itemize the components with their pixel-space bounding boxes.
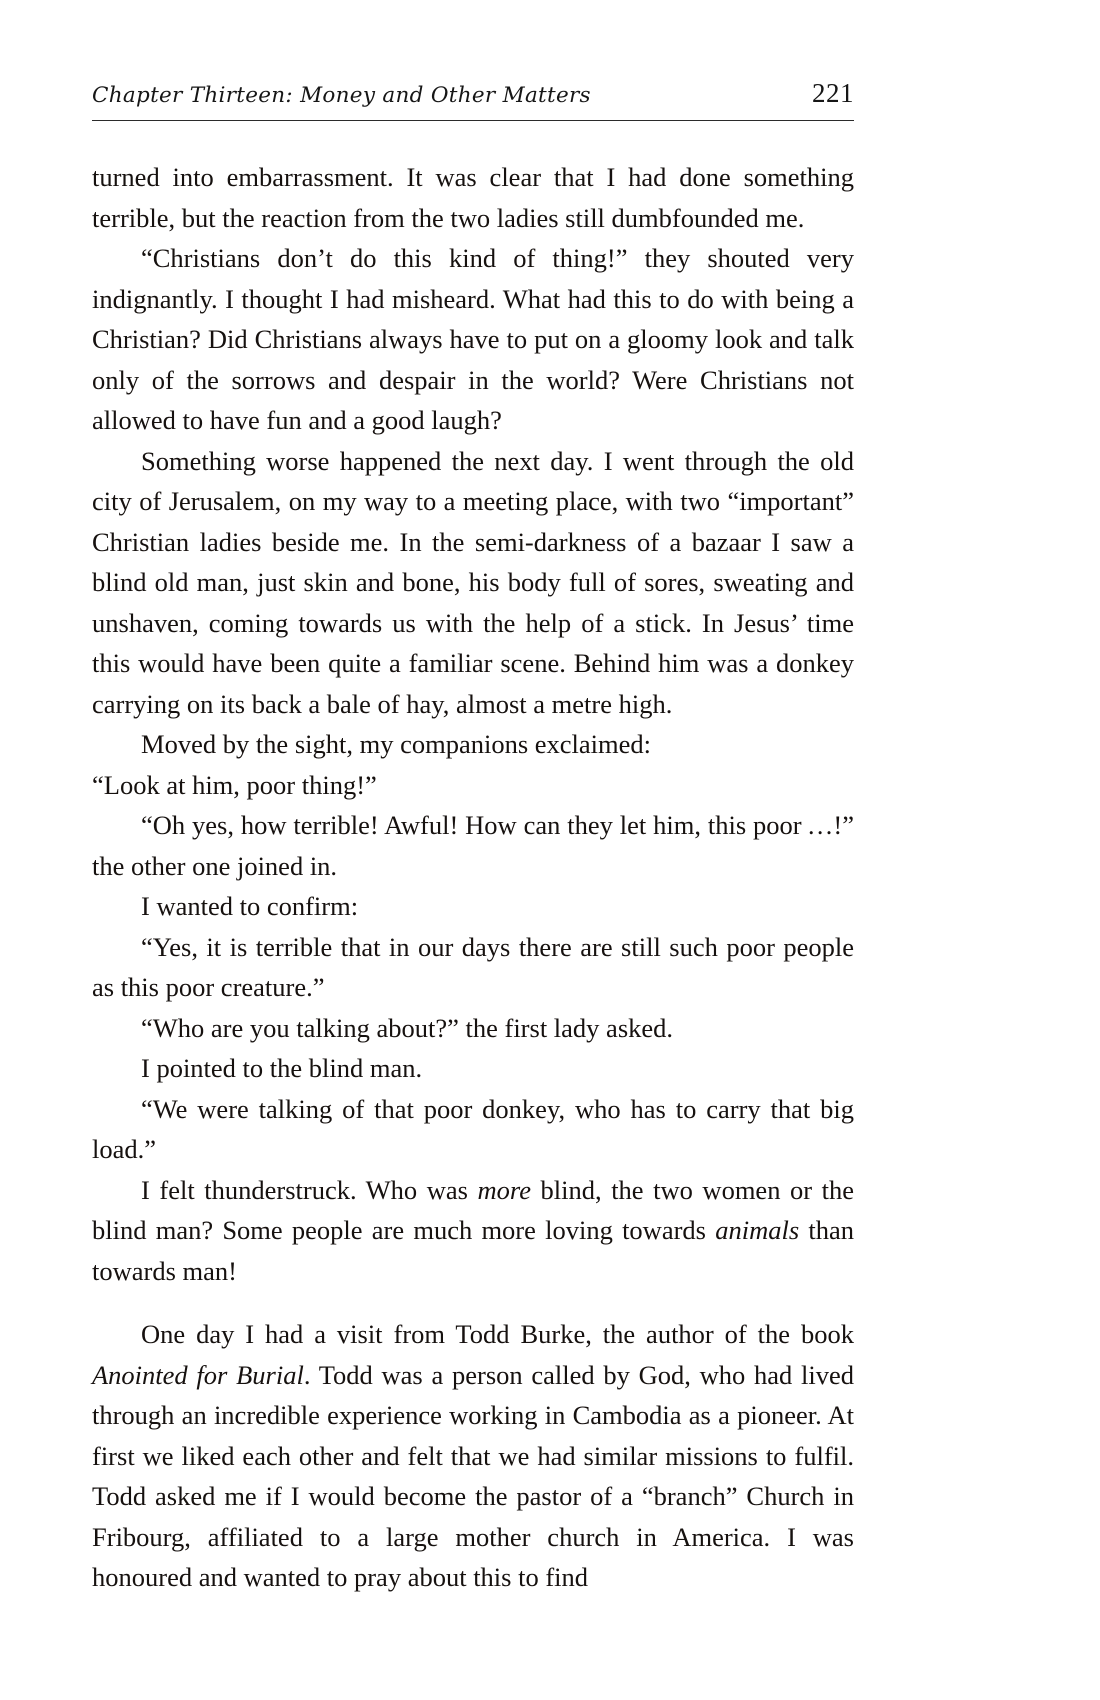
emphasis-text: more (477, 1174, 531, 1205)
body-paragraph: turned into embarrassment. It was clear that I had done something terrible, but the reaction from the two ladies still dumbfounded me. (92, 162, 854, 233)
body-paragraph: Moved by the sight, my companions exclaimed: (141, 729, 652, 759)
page-number: 221 (812, 78, 854, 108)
header-rule (92, 120, 854, 121)
body-paragraph: I wanted to confirm: (141, 891, 359, 921)
running-head: Chapter Thirteen: Money and Other Matters (92, 83, 591, 108)
body-paragraph: “We were talking of that poor donkey, who has to carry that big load.” (92, 1093, 854, 1164)
body-paragraph: One day I had a visit from Todd Burke, the author of the book Anointed for Burial. Todd was a person called by God, who had lived through an incredible experience working in Cambodia as a pioneer. At first we liked each other and felt that we had similar missions to fulfil. Todd asked me if I would become the pastor of a “branch” Church in Fribourg, affiliated to a large mother church in America. I was honoured and wanted to pray about this to find (92, 1319, 854, 1592)
emphasis-text: Anointed for Burial (92, 1359, 304, 1390)
page-header (92, 78, 854, 109)
body-paragraph: I pointed to the blind man. (141, 1053, 423, 1083)
body-paragraph: Something worse happened the next day. I went through the old city of Jerusalem, on my way to a meeting place, with two “important” Christian ladies beside me. In the semi-darkness of a bazaar I saw a blind old man, just skin and bone, his body full of sores, sweating and unshaven, coming towards us with the help of a stick. In Jesus’ time this would have been quite a familiar scene. Behind him was a donkey carrying on its back a bale of hay, almost a metre high. (92, 445, 854, 719)
body-paragraph: “Oh yes, how terrible! Awful! How can they let him, this poor …!” the other one joined in. (92, 810, 854, 881)
emphasis-text: animals (715, 1215, 800, 1245)
page-content (92, 78, 854, 1598)
body-paragraph: “Christians don’t do this kind of thing!” they shouted very indignantly. I thought I had misheard. What had this to do with being a Christian? Did Christians always have to put on a gloomy look and talk only of the sorrows and despair in the world? Were Christians not allowed to have fun and a good laugh? (92, 243, 854, 435)
body-paragraph: “Yes, it is terrible that in our days there are still such poor people as this poor creature.” (92, 931, 854, 1002)
body-paragraph: “Who are you talking about?” the first lady asked. (141, 1012, 674, 1043)
body-paragraph: I felt thunderstruck. Who was more blind, the two women or the blind man? Some people are much more loving towards animals than towards man! (92, 1174, 855, 1286)
body-paragraph: “Look at him, poor thing!” (92, 769, 377, 800)
body-text (92, 157, 854, 1598)
